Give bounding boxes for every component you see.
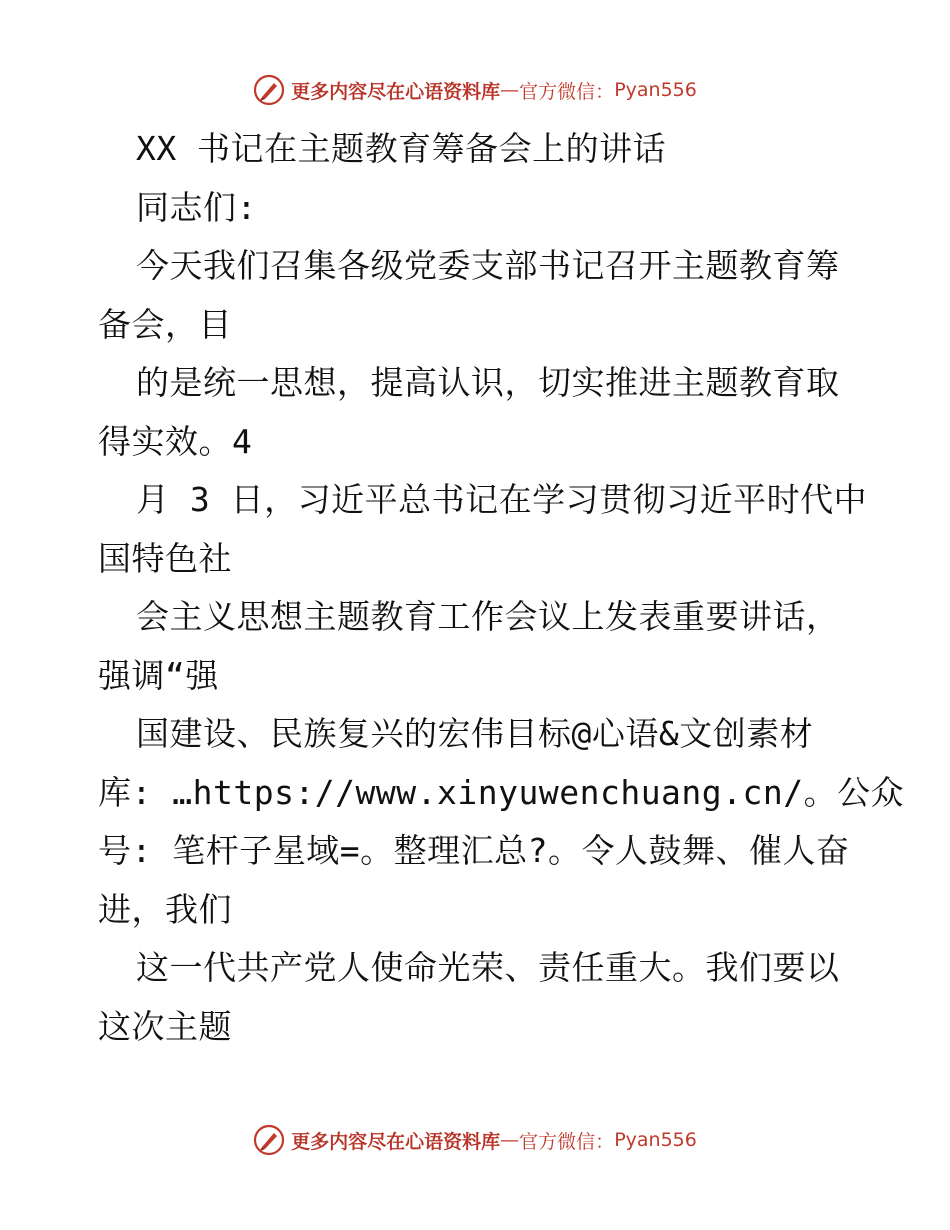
body-line: 得实效。4 <box>98 421 253 461</box>
quill-pen-logo-icon <box>253 74 285 106</box>
document-body <box>98 120 905 1056</box>
banner-wechat-label: 官方微信： <box>519 1130 615 1153</box>
banner-wechat-id: Pyan556 <box>614 79 697 101</box>
salutation: 同志们: <box>136 187 257 227</box>
document-title: XX 书记在主题教育筹备会上的讲话 <box>136 129 667 168</box>
banner-dash: — <box>500 79 520 101</box>
body-line: 月 3 日，习近平总书记在学习贯彻习近平时代中 <box>136 480 868 519</box>
banner-wechat-id: Pyan556 <box>614 1129 697 1151</box>
body-line: 号: 笔杆子星域=。整理汇总?。令人鼓舞、催人奋 <box>98 831 850 870</box>
body-line: 的是统一思想，提高认识，切实推进主题教育取 <box>136 363 840 402</box>
body-line: 国特色社 <box>98 538 232 578</box>
quill-pen-logo-icon <box>253 1124 285 1156</box>
banner-site-name: 更多内容尽在心语资料库 <box>291 1130 501 1153</box>
body-line: 会主义思想主题教育工作会议上发表重要讲话， <box>136 597 840 636</box>
body-line: 这一代共产党人使命光荣、责任重大。我们要以 <box>136 948 840 987</box>
banner-dash: — <box>500 1129 520 1151</box>
body-line: 进，我们 <box>98 889 232 929</box>
body-line: 强调“强 <box>98 655 219 695</box>
footer-watermark-banner <box>0 1120 950 1160</box>
body-line: 今天我们召集各级党委支部书记召开主题教育筹 <box>136 246 840 285</box>
body-line: 备会，目 <box>98 304 232 344</box>
body-line: 库: …https://www.xinyuwenchuang.cn/。公众 <box>98 772 905 812</box>
banner-wechat-label: 官方微信： <box>519 80 615 103</box>
body-line: 国建设、民族复兴的宏伟目标@心语&文创素材 <box>136 714 814 753</box>
banner-site-name: 更多内容尽在心语资料库 <box>291 80 501 103</box>
header-watermark-banner <box>0 70 950 110</box>
body-line: 这次主题 <box>98 1006 232 1046</box>
